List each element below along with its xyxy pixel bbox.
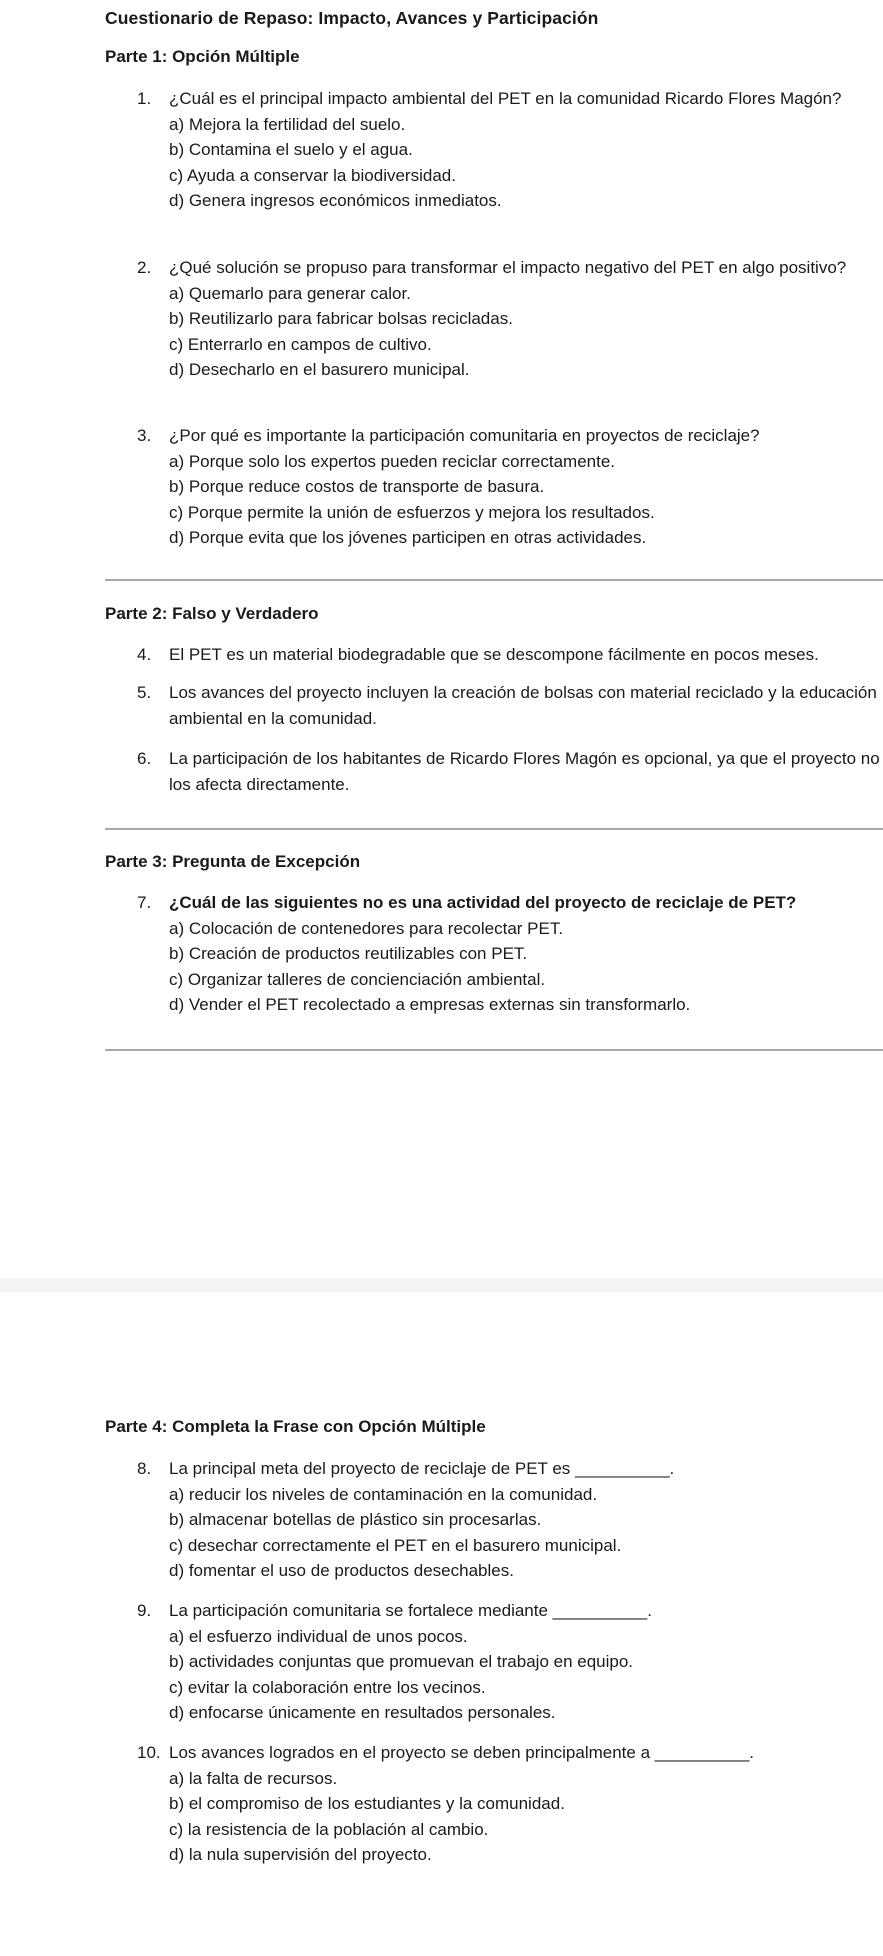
option-d: d) Genera ingresos económicos inmediatos. [169,191,502,210]
option-a: a) el esfuerzo individual de unos pocos. [169,1626,468,1646]
option-b: b) Reutilizarlo para fabricar bolsas recicladas. [169,309,513,328]
question-number: 10. [137,1743,161,1762]
statement-6 [137,746,883,797]
question-number: 9. [137,1601,152,1620]
document-page-2 [0,1292,883,1956]
option-d: d) enfocarse únicamente en resultados personales. [169,1703,556,1722]
question-10 [137,1740,883,1868]
section-divider [105,828,883,830]
statement-text: Los avances del proyecto incluyen la creación de bolsas con material reciclado y la educación ambiental en la comunidad. [169,683,877,728]
question-7 [137,890,883,1018]
question-number: 2. [137,258,152,277]
statement-text: El PET es un material biodegradable que se descompone fácilmente en pocos meses. [169,645,819,664]
question-stem: ¿Por qué es importante la participación comunitaria en proyectos de reciclaje? [169,426,760,445]
option-a: a) reducir los niveles de contaminación en la comunidad. [169,1484,598,1504]
question-stem: La principal meta del proyecto de reciclaje de PET es __________. [169,1459,675,1478]
document-title: Cuestionario de Repaso: Impacto, Avances y Participación [105,8,599,28]
question-stem: ¿Cuál es el principal impacto ambiental del PET en la comunidad Ricardo Flores Magón? [169,89,842,108]
question-3 [137,423,883,551]
option-c: c) desechar correctamente el PET en el basurero municipal. [169,1535,622,1555]
question-1 [137,86,883,214]
question-number: 8. [137,1459,152,1478]
statement-number: 5. [137,683,152,702]
statement-number: 4. [137,645,152,664]
option-c: c) la resistencia de la población al cambio. [169,1819,489,1839]
option-b: b) Contamina el suelo y el agua. [169,140,413,159]
option-a: a) Porque solo los expertos pueden reciclar correctamente. [169,451,616,471]
option-d: d) la nula supervisión del proyecto. [169,1845,432,1864]
option-d: d) Porque evita que los jóvenes participen en otras actividades. [169,528,647,547]
statement-text: La participación de los habitantes de Ricardo Flores Magón es opcional, ya que el proyecto no los afecta directamente. [169,749,880,794]
part-4-heading: Parte 4: Completa la Frase con Opción Múltiple [105,1417,486,1436]
section-divider [105,579,883,581]
option-c: c) Porque permite la unión de esfuerzos y mejora los resultados. [169,502,655,522]
option-a: a) la falta de recursos. [169,1768,338,1788]
section-divider [105,1049,883,1051]
option-a: a) Mejora la fertilidad del suelo. [169,114,406,134]
part-2-heading: Parte 2: Falso y Verdadero [105,604,319,623]
option-a: a) Quemarlo para generar calor. [169,283,411,303]
question-2 [137,255,883,383]
statement-number: 6. [137,749,152,768]
option-c: c) evitar la colaboración entre los vecinos. [169,1677,486,1697]
question-number: 1. [137,89,152,108]
part-1-heading: Parte 1: Opción Múltiple [105,47,300,66]
question-number: 7. [137,893,152,912]
statement-5 [137,680,883,731]
option-b: b) el compromiso de los estudiantes y la comunidad. [169,1794,565,1813]
option-c: c) Enterrarlo en campos de cultivo. [169,334,432,354]
page-separator [0,1278,883,1292]
question-stem: Los avances logrados en el proyecto se deben principalmente a __________. [169,1743,755,1762]
option-b: b) Creación de productos reutilizables con PET. [169,944,528,963]
part-3-heading: Parte 3: Pregunta de Excepción [105,852,361,871]
option-b: b) Porque reduce costos de transporte de basura. [169,477,545,496]
option-b: b) actividades conjuntas que promuevan el trabajo en equipo. [169,1652,634,1671]
option-d: d) Vender el PET recolectado a empresas externas sin transformarlo. [169,995,691,1014]
option-d: d) fomentar el uso de productos desechables. [169,1561,514,1580]
question-8 [137,1456,883,1584]
option-c: c) Ayuda a conservar la biodiversidad. [169,165,456,185]
option-d: d) Desecharlo en el basurero municipal. [169,360,470,379]
question-stem: ¿Cuál de las siguientes no es una actividad del proyecto de reciclaje de PET? [169,893,797,912]
option-c: c) Organizar talleres de concienciación ambiental. [169,969,546,989]
statement-4 [137,642,883,668]
question-9 [137,1598,883,1726]
question-stem: ¿Qué solución se propuso para transformar el impacto negativo del PET en algo positivo? [169,258,847,277]
question-number: 3. [137,426,152,445]
option-b: b) almacenar botellas de plástico sin procesarlas. [169,1510,542,1529]
option-a: a) Colocación de contenedores para recolectar PET. [169,918,564,938]
question-stem: La participación comunitaria se fortalece mediante __________. [169,1601,652,1620]
